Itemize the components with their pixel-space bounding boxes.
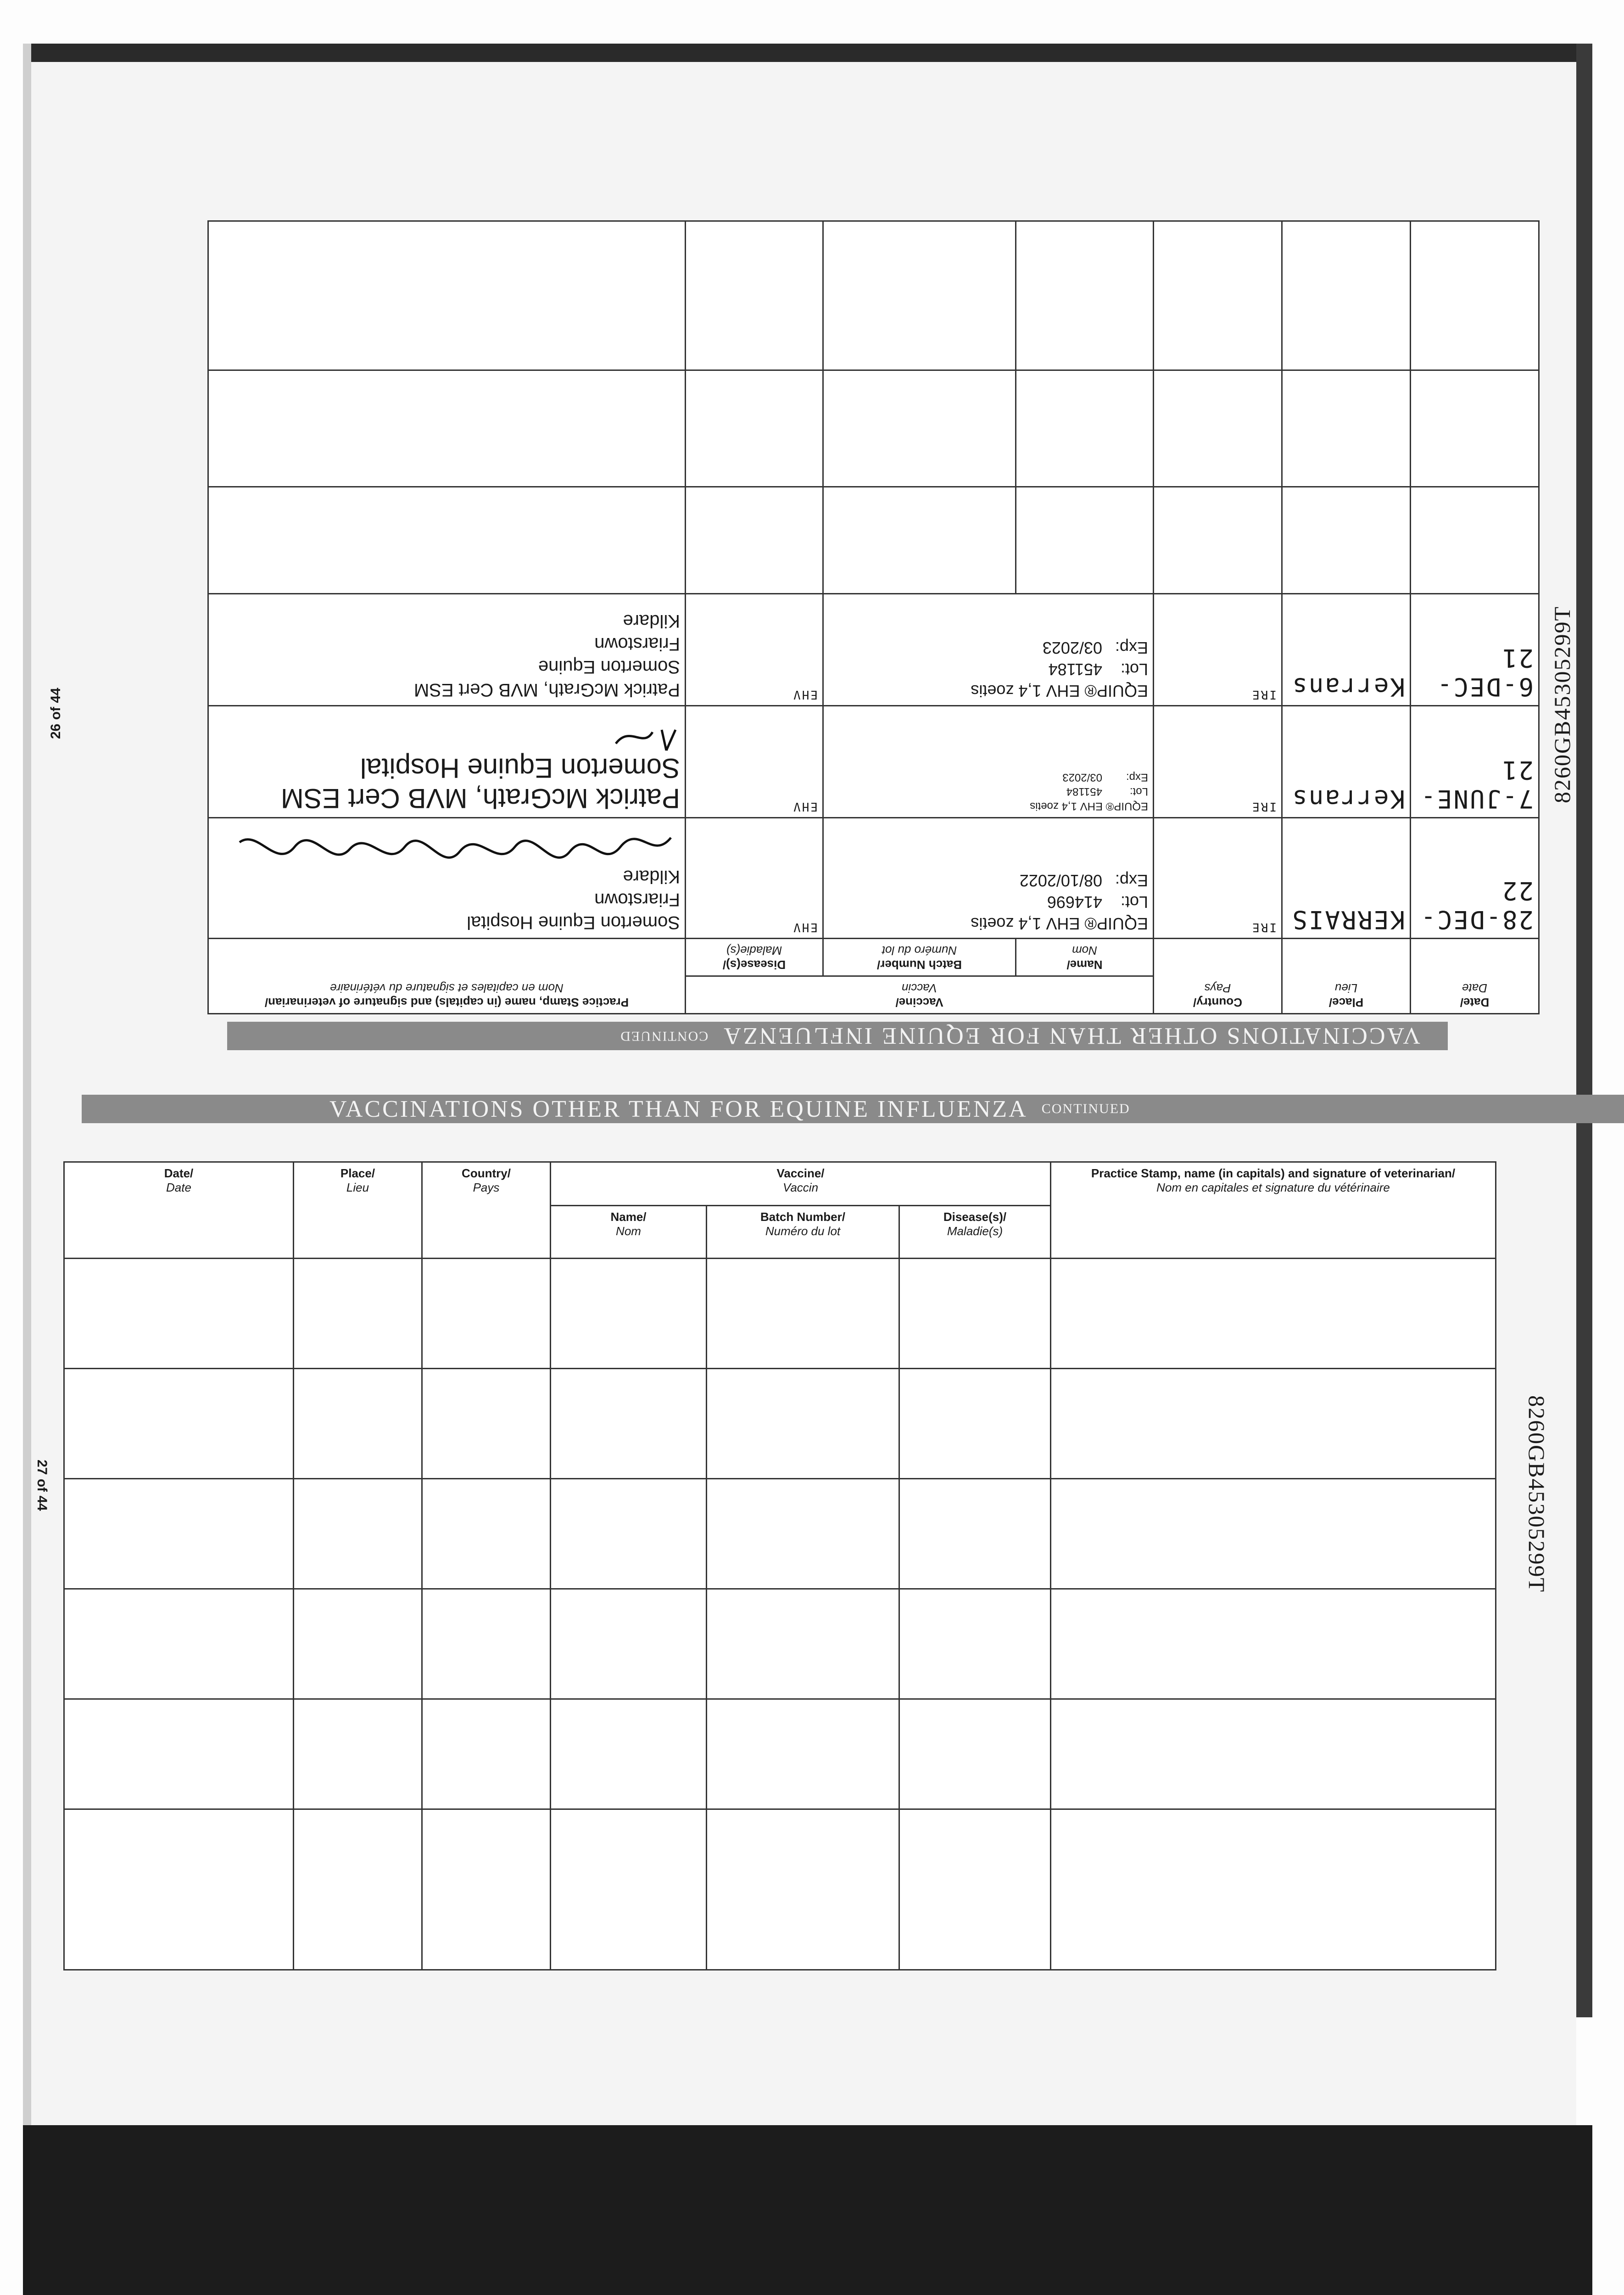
vet-signature (230, 824, 680, 865)
sticker-product: EQUIP® EHV 1,4 zoetis (971, 681, 1148, 700)
page-number: 27 of 44 (34, 1460, 50, 1511)
header-disease: Disease(s)/ Maladie(s) (899, 1206, 1051, 1259)
lot-number: 414696 (1047, 892, 1102, 912)
vaccination-table (207, 220, 1540, 1014)
cell-place: Kerrans (1282, 594, 1411, 706)
stamp-town: Friarstown (594, 633, 680, 654)
table-row (208, 594, 1539, 706)
cell-disease: EHV (686, 594, 823, 706)
exp-label: Exp: (1126, 771, 1148, 784)
header-stamp: Practice Stamp, name (in capitals) and signature of veterinarian/ Nom en capitales et signature du vétérinaire (208, 938, 686, 1013)
table-row (208, 487, 1539, 594)
section-banner (227, 1022, 1448, 1050)
header-place: Place/ Lieu (294, 1162, 422, 1259)
banner-continued: CONTINUED (1041, 1101, 1130, 1116)
vaccine-sticker (823, 817, 1154, 938)
cell-country: IRE (1154, 705, 1282, 817)
exp-label: Exp: (1115, 638, 1148, 658)
vaccine-sticker (823, 594, 1154, 706)
table-row (64, 1809, 1496, 1970)
header-vaccine: Vaccine/ Vaccin (686, 976, 1154, 1013)
vaccination-table (63, 1161, 1496, 1970)
cell-disease: EHV (686, 705, 823, 817)
cell-place: KERRAIS (1282, 817, 1411, 938)
lot-label: Lot: (1120, 892, 1148, 912)
stamp-practice: Somerton Equine Hospital (467, 912, 680, 933)
scan-border-bottom (23, 2125, 1592, 2295)
header-vaccine-name: Name/ Nom (551, 1206, 707, 1259)
table-row (208, 221, 1539, 370)
section-banner (82, 1095, 1624, 1123)
lot-number: 451184 (1066, 785, 1102, 798)
page-26 (31, 62, 1576, 1049)
header-date: Date/ Date (1411, 938, 1539, 1013)
header-country: Country/ Pays (422, 1162, 551, 1259)
practice-stamp (208, 817, 686, 938)
header-batch-number: Batch Number/ Numéro du lot (707, 1206, 899, 1259)
cell-date: 7-JUNE-21 (1411, 705, 1539, 817)
header-vaccine-name: Name/ Nom (1016, 938, 1154, 976)
cell-date: 6-DEC-21 (1411, 594, 1539, 706)
banner-continued: CONTINUED (619, 1029, 709, 1044)
lot-label: Lot: (1120, 660, 1148, 679)
vaccine-sticker (823, 705, 1154, 817)
header-date: Date/ Date (64, 1162, 294, 1259)
scan-border-left (23, 44, 31, 2127)
table-row (208, 370, 1539, 487)
vet-signature (588, 725, 680, 753)
scan-border-right (1576, 44, 1592, 2017)
table-row (208, 705, 1539, 817)
document-id: 8260GB453052​99T (1549, 606, 1575, 803)
stamp-practice: Somerton Equine (538, 656, 680, 677)
header-disease: Disease(s)/ Maladie(s) (686, 938, 823, 976)
lot-number: 451184 (1048, 660, 1102, 679)
stamp-vet: Patrick McGrath, MVB Cert ESM (280, 783, 680, 814)
lot-label: Lot: (1129, 785, 1148, 798)
cell-date: 28-DEC-22 (1411, 817, 1539, 938)
cell-disease: EHV (686, 817, 823, 938)
expiry-date: 03/2023 (1042, 638, 1102, 658)
header-vaccine: Vaccine/ Vaccin (551, 1162, 1051, 1206)
page-27 (31, 1088, 1576, 2125)
table-row (64, 1479, 1496, 1589)
cell-country: IRE (1154, 817, 1282, 938)
header-country: Country/ Pays (1154, 938, 1282, 1013)
header-place: Place/ Lieu (1282, 938, 1411, 1013)
stamp-county: Kildare (623, 866, 680, 887)
banner-title: VACCINATIONS OTHER THAN FOR EQUINE INFLUENZA (722, 1023, 1420, 1049)
practice-stamp (208, 705, 686, 817)
exp-label: Exp: (1115, 871, 1148, 890)
header-stamp: Practice Stamp, name (in capitals) and signature of veterinarian/ Nom en capitales et signature du vétérinaire (1051, 1162, 1496, 1259)
table-row (208, 817, 1539, 938)
cell-place: Kerrans (1282, 705, 1411, 817)
table-row (64, 1369, 1496, 1479)
stamp-practice: Somerton Equine Hospital (360, 752, 680, 784)
sticker-product: EQUIP® EHV 1,4 zoetis (1030, 800, 1148, 812)
stamp-county: Kildare (623, 610, 680, 631)
header-batch-number: Batch Number/ Numéro du lot (823, 938, 1016, 976)
stamp-town: Friarstown (594, 889, 680, 910)
practice-stamp (208, 594, 686, 706)
expiry-date: 08/10/2022 (1019, 871, 1102, 890)
expiry-date: 03/2023 (1062, 771, 1102, 784)
table-row (64, 1589, 1496, 1699)
table-row (64, 1259, 1496, 1369)
sticker-product: EQUIP® EHV 1,4 zoetis (971, 914, 1148, 933)
stamp-vet: Patrick McGrath, MVB Cert ESM (413, 679, 680, 700)
scan-border-top (23, 44, 1592, 62)
page-number: 26 of 44 (48, 688, 63, 739)
document-id: 8260GB453052​99T (1524, 1395, 1550, 1593)
cell-country: IRE (1154, 594, 1282, 706)
banner-title: VACCINATIONS OTHER THAN FOR EQUINE INFLUENZA (329, 1096, 1028, 1122)
table-row (64, 1699, 1496, 1809)
